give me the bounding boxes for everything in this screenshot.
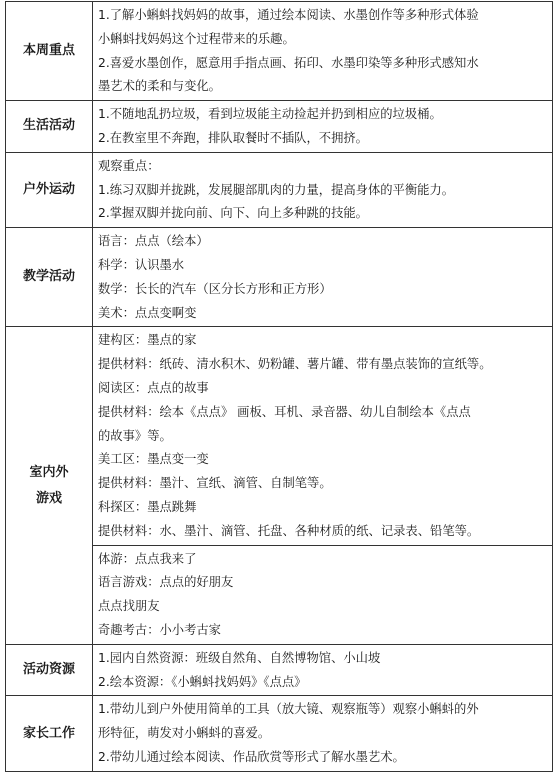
row-label: 本周重点 xyxy=(6,2,93,101)
content-line: 的故事》等。 xyxy=(98,428,172,443)
row-label: 生活活动 xyxy=(6,101,93,153)
content-line: 数学：长长的汽车（区分长方形和正方形） xyxy=(98,281,332,296)
content-line: 2.绘本资源：《小蝌蚪找妈妈》《点点》 xyxy=(98,674,307,689)
content-line: 提供材料：纸砖、清水积木、奶粉罐、薯片罐、带有墨点装饰的宣纸等。 xyxy=(98,357,492,372)
content-line: 奇趣考古：小小考古家 xyxy=(98,622,221,637)
content-line: 1.练习双脚并拢跳，发展腿部肌肉的力量，提高身体的平衡能力。 xyxy=(98,182,455,197)
content-line: 墨艺术的柔和与变化。 xyxy=(98,79,221,94)
row-label: 活动资源 xyxy=(6,644,93,696)
row-label-line: 游戏 xyxy=(35,490,62,506)
table-row-outdoor-sports xyxy=(6,152,553,227)
row-content xyxy=(93,228,553,327)
content-line: 2.带幼儿通过绘本阅读、作品欣赏等形式了解水墨艺术。 xyxy=(98,749,405,764)
content-line: 1.园内自然资源：班级自然角、自然博物馆、小山坡 xyxy=(98,650,381,665)
content-line: 语言游戏：点点的好朋友 xyxy=(98,575,234,590)
table-row-weekly-focus xyxy=(6,2,553,101)
row-content xyxy=(93,696,553,771)
table-row-teaching xyxy=(6,228,553,327)
content-line: 提供材料：绘本《点点》 画板、耳机、录音器、幼儿自制绘本《点点 xyxy=(98,404,471,419)
content-line: 科探区：墨点跳舞 xyxy=(98,499,197,514)
content-line: 提供材料：水、墨汁、滴管、托盘、各种材质的纸、记录表、铅笔等。 xyxy=(98,523,480,538)
row-label: 家长工作 xyxy=(6,696,93,771)
table-row-games xyxy=(6,327,553,545)
row-label: 户外运动 xyxy=(6,152,93,227)
content-line: 小蝌蚪找妈妈这个过程带来的乐趣。 xyxy=(98,31,295,46)
content-line: 2.喜爱水墨创作，愿意用手指点画、拓印、水墨印染等多种形式感知水 xyxy=(98,55,479,70)
row-content xyxy=(93,101,553,153)
content-line: 体游：点点我来了 xyxy=(98,551,197,566)
content-line: 观察重点： xyxy=(98,158,160,173)
content-line: 阅读区：点点的故事 xyxy=(98,380,209,395)
row-label-line: 室内外 xyxy=(29,464,69,480)
content-line: 提供材料：墨汁、宣纸、滴管、自制笔等。 xyxy=(98,476,332,491)
content-line: 形特征，萌发对小蝌蚪的喜爱。 xyxy=(98,726,271,741)
row-content xyxy=(93,2,553,101)
row-label: 教学活动 xyxy=(6,228,93,327)
content-line: 建构区：墨点的家 xyxy=(98,333,197,348)
table-row-parent-work xyxy=(6,696,553,771)
table-row-daily-life xyxy=(6,101,553,153)
row-content xyxy=(93,152,553,227)
row-content xyxy=(93,644,553,696)
content-line: 2.在教室里不奔跑，排队取餐时不插队，不拥挤。 xyxy=(98,130,368,145)
content-line: 1.带幼儿到户外使用简单的工具（放大镜、观察瓶等）观察小蝌蚪的外 xyxy=(98,702,479,717)
content-line: 语言：点点（绘本） xyxy=(98,234,209,249)
weekly-plan-table xyxy=(5,1,553,772)
content-line: 1.不随地乱扔垃圾，看到垃圾能主动捡起并扔到相应的垃圾桶。 xyxy=(98,107,442,122)
table-row-resources xyxy=(6,644,553,696)
row-content-games xyxy=(93,545,553,644)
content-line: 1.了解小蝌蚪找妈妈的故事，通过绘本阅读、水墨创作等多种形式体验 xyxy=(98,8,479,22)
content-line: 2.掌握双脚并拢向前、向下、向上多种跳的技能。 xyxy=(98,206,368,221)
content-line: 美术：点点变啊变 xyxy=(98,305,197,320)
content-line: 科学：认识墨水 xyxy=(98,257,185,272)
content-line: 点点找朋友 xyxy=(98,599,160,614)
content-line: 美工区：墨点变一变 xyxy=(98,452,209,467)
row-label xyxy=(6,327,93,644)
row-content-zones xyxy=(93,327,553,545)
